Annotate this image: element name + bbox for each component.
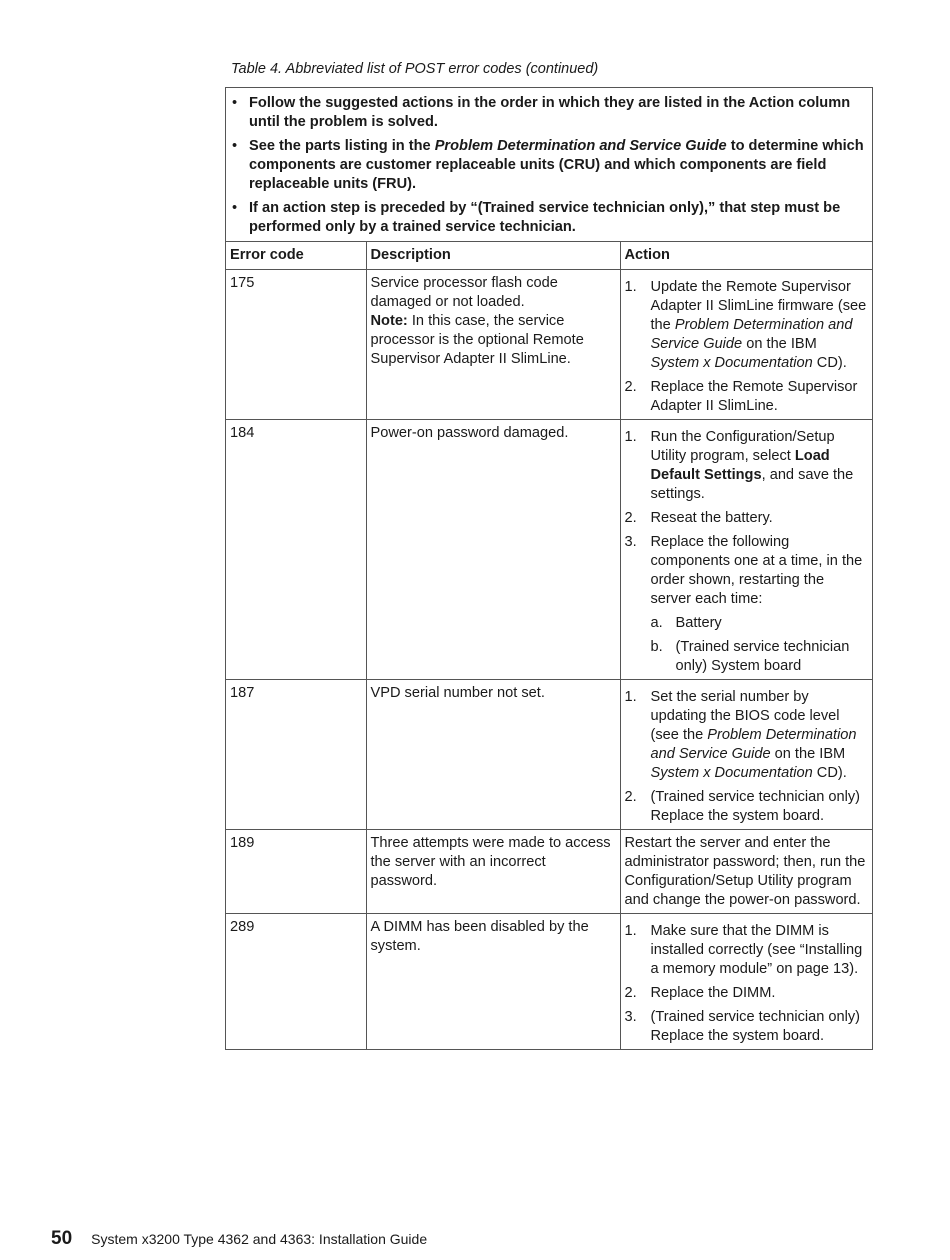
bullet-icon: • <box>232 95 238 111</box>
action-step <box>625 688 869 783</box>
action-cell: Restart the server and enter the administrator password; then, run the Configuration/Setup Utility program and change the power-on password. <box>620 830 872 914</box>
column-header-action: Action <box>620 242 872 270</box>
bullet-icon: • <box>232 138 238 154</box>
table-header-row <box>226 242 872 270</box>
cd-title: System x Documentation <box>650 765 813 781</box>
column-header-description: Description <box>366 242 620 270</box>
bullet-icon: • <box>232 200 238 216</box>
column-header-error-code: Error code <box>226 242 366 270</box>
step-number: 1. <box>624 923 637 939</box>
step-text: Set the serial number by updating the BIOS code level (see the <box>650 689 840 743</box>
step-text: (Trained service technician only) Replace the system board. <box>650 789 861 824</box>
table-notes <box>226 88 872 242</box>
action-cell <box>620 270 872 420</box>
action-substep <box>651 614 869 633</box>
error-code-cell: 175 <box>226 270 366 420</box>
note-text: See the parts listing in the <box>249 138 435 154</box>
note-text: If an action step is preceded by “(Trained service technician only),” that step must be performed only by a trained service technician. <box>249 200 841 235</box>
table-row <box>226 270 872 420</box>
error-table <box>226 242 872 1049</box>
step-number: 3. <box>624 1009 637 1025</box>
step-text: Update the Remote Supervisor Adapter II SlimLine firmware (see the <box>650 279 867 333</box>
substep-text: (Trained service technician only) System board <box>675 639 850 674</box>
note-item <box>230 137 864 194</box>
post-error-codes-table <box>225 87 873 1050</box>
step-text: , and save the settings. <box>650 467 854 502</box>
step-number: 3. <box>624 534 637 550</box>
footer-title: System x3200 Type 4362 and 4363: Installation Guide <box>91 1231 428 1247</box>
description-cell: VPD serial number not set. <box>366 680 620 830</box>
step-number: 1. <box>624 429 637 445</box>
note-text: to determine which components are customer replaceable units (CRU) and which components are field replaceable units (FRU). <box>249 138 864 192</box>
page-number: 50 <box>51 1228 73 1249</box>
guide-title: Problem Determination and Service Guide <box>650 317 853 352</box>
step-number: 2. <box>624 789 637 805</box>
action-step <box>625 788 869 826</box>
action-step <box>625 278 869 373</box>
step-text: CD). <box>812 355 847 371</box>
step-number: 2. <box>624 379 637 395</box>
action-cell <box>620 420 872 680</box>
description-text: Service processor flash code damaged or not loaded. <box>370 275 558 310</box>
step-text: Make sure that the DIMM is installed correctly (see “Installing a memory module” on page 13). <box>650 923 863 977</box>
page-footer <box>51 1228 427 1250</box>
step-number: 2. <box>624 510 637 526</box>
description-cell: Three attempts were made to access the server with an incorrect password. <box>366 830 620 914</box>
step-text: on the IBM <box>770 746 846 762</box>
table-row <box>226 680 872 830</box>
step-text: CD). <box>812 765 847 781</box>
step-number: 1. <box>624 279 637 295</box>
error-code-cell: 289 <box>226 914 366 1050</box>
action-cell <box>620 914 872 1050</box>
action-substep <box>651 638 869 676</box>
action-step <box>625 533 869 676</box>
step-text: Replace the DIMM. <box>650 985 776 1001</box>
step-text: Replace the Remote Supervisor Adapter II SlimLine. <box>650 379 858 414</box>
note-item <box>230 199 864 237</box>
table-caption: Table 4. Abbreviated list of POST error codes (continued) <box>231 61 599 77</box>
action-cell <box>620 680 872 830</box>
step-number: 2. <box>624 985 637 1001</box>
table-row <box>226 914 872 1050</box>
description-cell <box>366 270 620 420</box>
error-code-cell: 187 <box>226 680 366 830</box>
action-step <box>625 378 869 416</box>
step-text: (Trained service technician only) Replace the system board. <box>650 1009 861 1044</box>
substep-letter: a. <box>650 615 663 631</box>
description-cell: A DIMM has been disabled by the system. <box>366 914 620 1050</box>
guide-title: Problem Determination and Service Guide <box>434 138 727 154</box>
step-text: Run the Configuration/Setup Utility program, select <box>650 429 835 464</box>
note-text: In this case, the service processor is the optional Remote Supervisor Adapter II SlimLine. <box>370 313 584 367</box>
menu-option: Load Default Settings <box>650 448 830 483</box>
error-code-cell: 189 <box>226 830 366 914</box>
step-text: Reseat the battery. <box>650 510 773 526</box>
error-code-cell: 184 <box>226 420 366 680</box>
table-row <box>226 420 872 680</box>
step-number: 1. <box>624 689 637 705</box>
substep-letter: b. <box>650 639 663 655</box>
table-row <box>226 830 872 914</box>
action-step <box>625 428 869 504</box>
note-text: Follow the suggested actions in the order in which they are listed in the Action column until the problem is solved. <box>249 95 851 130</box>
step-text: on the IBM <box>742 336 817 352</box>
substep-text: Battery <box>675 615 722 631</box>
action-step <box>625 1008 869 1046</box>
cd-title: System x Documentation <box>650 355 813 371</box>
action-step <box>625 922 869 979</box>
guide-title: Problem Determination and Service Guide <box>650 727 857 762</box>
note-label: Note: <box>370 313 408 329</box>
action-step <box>625 984 869 1003</box>
note-item <box>230 94 864 132</box>
step-text: Replace the following components one at a time, in the order shown, restarting the server each time: <box>650 534 863 607</box>
action-step <box>625 509 869 528</box>
description-cell: Power-on password damaged. <box>366 420 620 680</box>
